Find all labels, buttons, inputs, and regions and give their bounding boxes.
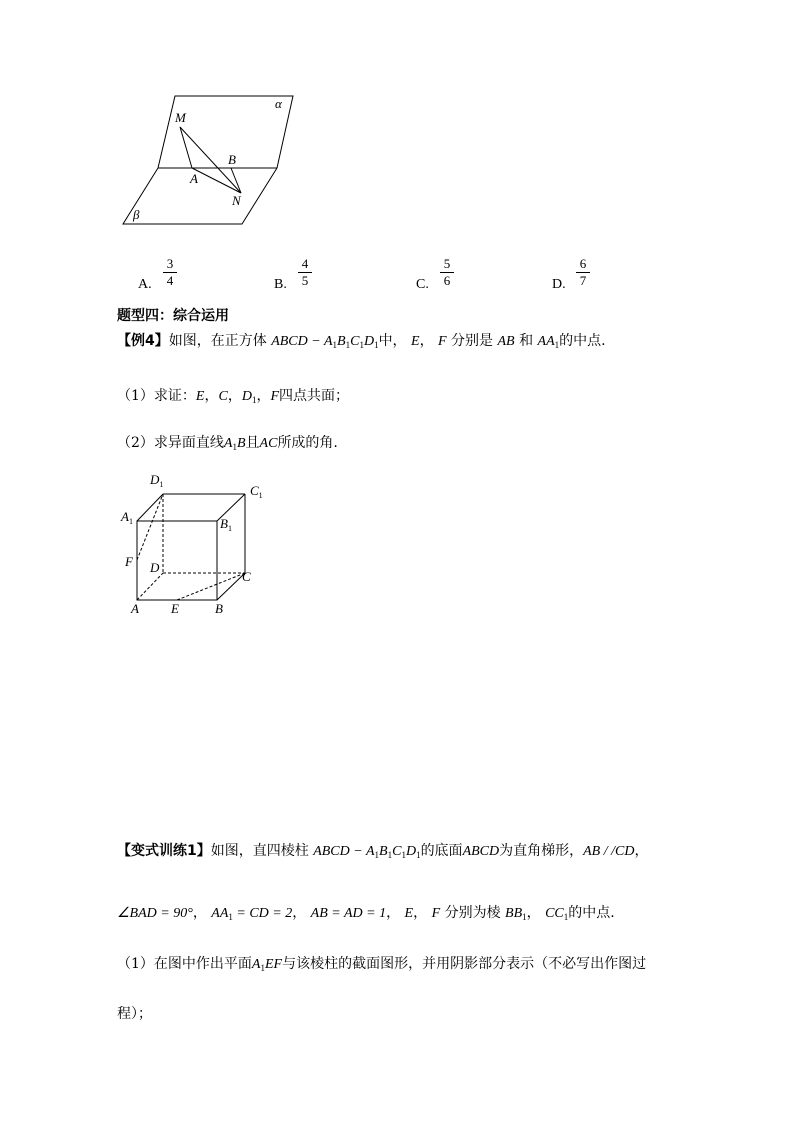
label-C: C [242, 569, 251, 584]
option-b-fraction [298, 256, 312, 289]
option-c-denominator: 6 [443, 273, 451, 288]
figure-planes-diagram [115, 90, 305, 235]
q2-line-A1B: $A_1B$ [223, 436, 246, 452]
example4-edge-AB: AB [497, 334, 515, 349]
label-B: B [215, 601, 223, 616]
variant-point-F: F [431, 906, 441, 921]
q1-point-F: F [270, 389, 280, 404]
vq1-prefix: （1）在图中作出平面 [117, 956, 252, 972]
option-b-letter: B. [274, 277, 287, 292]
label-alpha: α [275, 96, 282, 111]
q2-prefix: （2）求异面直线 [117, 435, 224, 451]
figure-cube-diagram [115, 470, 275, 620]
example4-point-E: E [411, 334, 420, 349]
q1-prefix: （1）求证： [117, 388, 196, 404]
label-A: A [190, 171, 198, 186]
vq1-rest: 与该棱柱的截面图形，并用阴影部分表示（不必写出作图过 [282, 956, 647, 972]
label-N: N [232, 193, 241, 208]
q2-line-AC: AC [259, 436, 278, 451]
label-E: E [171, 601, 179, 616]
example4-comma: ， [419, 333, 434, 349]
variant-statement-line-2: ∠BAD = 90°， $AA_1$ = CD = 2， AB = AD = 1， E， F 分别为棱 $BB_1$， $CC_1$的中点. [117, 905, 615, 922]
variant-parallel: AB / /CD [583, 844, 635, 859]
label-C1: $C_1$ [250, 483, 263, 500]
label-A1: $A_1$ [121, 509, 133, 526]
variant-base-name: ABCD [462, 844, 500, 859]
example4-text-2: 中， [378, 333, 407, 349]
q2-mid: 且 [245, 435, 260, 451]
variant-edge-BB1: $BB_1$ [505, 906, 527, 922]
variant-text-2: 的底面 [420, 843, 463, 859]
option-b-denominator: 5 [301, 273, 309, 288]
q2-suffix: 所成的角. [277, 435, 338, 451]
variant-tag: 【变式训练1】 [117, 843, 211, 859]
label-M: M [175, 110, 186, 125]
q1-point-E: E [195, 389, 205, 404]
example4-edge-AA1: $AA_1$ [537, 334, 560, 350]
edge-BC [217, 573, 245, 600]
vq1-plane-A1EF: $A_1EF$ [251, 957, 283, 973]
q1-point-C: C [218, 389, 228, 404]
variant-text-4: 分别为棱 [444, 905, 501, 921]
example4-question-2 [117, 432, 338, 452]
option-a-numerator: 3 [163, 256, 177, 273]
option-d-numerator: 6 [576, 256, 590, 273]
variant-point-E: E [404, 906, 414, 921]
label-B1: $B_1$ [220, 516, 232, 533]
option-b-numerator: 4 [298, 256, 312, 273]
option-d-denominator: 7 [579, 273, 587, 288]
option-c-letter: C. [416, 277, 429, 292]
variant-question-1-line-2: 程）； [117, 1006, 152, 1022]
variant-text-1: 如图，直四棱柱 [210, 843, 309, 859]
variant-text-5: 的中点. [568, 905, 615, 921]
option-a-fraction [163, 256, 177, 289]
example4-text-3: 分别是 [451, 333, 494, 349]
plane-alpha-outline [158, 96, 293, 168]
label-A: A [131, 601, 139, 616]
section-title: 题型四：综合运用 [117, 308, 229, 324]
segment-AN [192, 168, 241, 193]
variant-question-1-line-1 [117, 953, 646, 973]
variant-text-3: 为直角梯形， [499, 843, 584, 859]
q1-point-D1: $D_1$ [241, 389, 257, 405]
label-B: B [228, 152, 236, 167]
option-d-letter: D. [552, 277, 566, 292]
variant-eq-2: AB = AD = 1 [310, 906, 387, 921]
variant-prism-name: ABCD − $A_1B_1C_1D_1$ [313, 844, 421, 860]
q1-suffix: 四点共面； [279, 388, 350, 404]
example4-statement [117, 330, 606, 350]
example4-text-1: 如图，在正方体 [168, 333, 267, 349]
segment-BN [231, 168, 241, 193]
label-D: D [150, 560, 160, 575]
label-F: F [125, 554, 133, 569]
option-a-letter: A. [138, 277, 152, 292]
example4-point-F: F [438, 334, 447, 349]
variant-angle: ∠BAD = 90° [117, 906, 193, 921]
option-c-fraction [440, 256, 454, 289]
option-d-fraction [576, 256, 590, 289]
label-D1: $D_1$ [150, 472, 164, 489]
hidden-edge-AD [137, 573, 163, 600]
example4-text-4: 和 [519, 333, 534, 349]
hidden-line-FD1 [137, 494, 163, 560]
example4-solid-name: ABCD − $A_1B_1C_1D_1$ [271, 334, 379, 350]
hidden-line-EC [177, 573, 245, 600]
option-a-denominator: 4 [166, 273, 174, 288]
option-c-numerator: 5 [440, 256, 454, 273]
variant-eq-1: $AA_1$ = CD = 2 [211, 906, 293, 922]
edge-A1D1 [137, 494, 163, 521]
example4-tag: 【例4】 [117, 333, 169, 349]
example4-question-1: （1）求证：E，C，$D_1$，F四点共面； [117, 388, 350, 405]
example4-text-5: 的中点. [559, 333, 606, 349]
variant-statement-line-1: 【变式训练1】如图，直四棱柱 ABCD − $A_1B_1C_1D_1$的底面ABCD为直角梯形，AB / /CD， [117, 843, 649, 860]
plane-beta-outline [123, 168, 277, 224]
label-beta: β [133, 207, 140, 222]
variant-edge-CC1: $CC_1$ [545, 906, 569, 922]
